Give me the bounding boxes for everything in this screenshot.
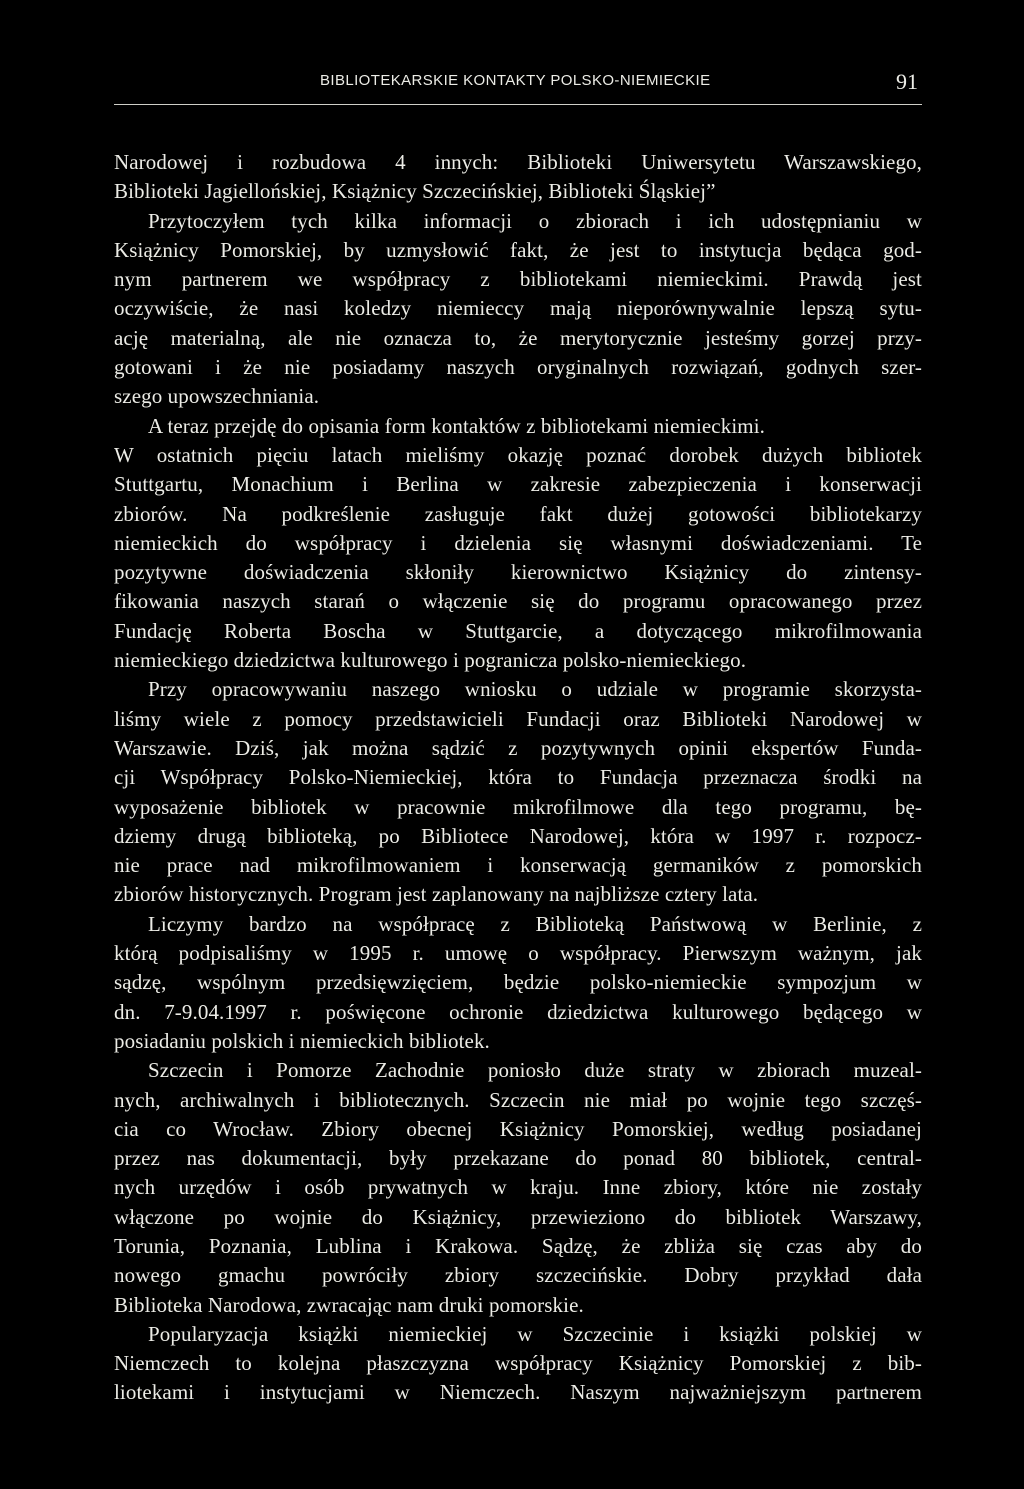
text-line: wyposażenie bibliotek w pracownie mikrofilmowe dla tego programu, bę- xyxy=(114,794,922,819)
text-line: A teraz przejdę do opisania form kontaktów z bibliotekami niemieckimi. xyxy=(148,413,765,438)
text-line: ację materialną, ale nie oznacza to, że merytorycznie jesteśmy gorzej przy- xyxy=(114,325,922,350)
text-line: zbiorów. Na podkreślenie zasługuje fakt dużej gotowości bibliotekarzy xyxy=(114,501,922,526)
text-line: nowego gmachu powróciły zbiory szczecińskie. Dobry przykład dała xyxy=(114,1263,922,1288)
text-line: niemieckich do współpracy i dzielenia się własnymi doświadczeniami. Te xyxy=(114,530,922,555)
text-line: nych urzędów i osób prywatnych w kraju. Inne zbiory, które nie zostały xyxy=(114,1175,922,1200)
text-line: zbiorów historycznych. Program jest zaplanowany na najbliższe cztery lata. xyxy=(114,882,759,907)
text-line: sądzę, wspólnym przedsięwzięciem, będzie polsko-niemieckie sympozjum w xyxy=(114,970,922,995)
text-line: Stuttgartu, Monachium i Berlina w zakresie zabezpieczenia i konserwacji xyxy=(114,472,922,497)
text-line: cia co Wrocław. Zbiory obecnej Książnicy Pomorskiej, według posiadanej xyxy=(114,1116,922,1141)
text-line: Przy opracowywaniu naszego wniosku o udziale w programie skorzysta- xyxy=(148,677,922,702)
text-line: nym partnerem we współpracy z bibliotekami niemieckimi. Prawdą jest xyxy=(114,267,922,292)
text-line: szego upowszechniania. xyxy=(114,384,320,409)
text-line: Warszawie. Dziś, jak można sądzić z pozytywnych opinii ekspertów Funda- xyxy=(114,735,922,760)
text-line: Narodowej i rozbudowa 4 innych: Biblioteki Uniwersytetu Warszawskiego, xyxy=(114,150,922,174)
page-number: 91 xyxy=(896,69,918,94)
body-text xyxy=(114,148,922,1408)
text-line: pozytywne doświadczenia skłoniły kierownictwo Książnicy do zintensy- xyxy=(114,560,922,585)
text-line: W ostatnich pięciu latach mieliśmy okazję poznać dorobek dużych bibliotek xyxy=(114,442,922,467)
text-line: nych, archiwalnych i bibliotecznych. Szczecin nie miał po wojnie tego szczęś- xyxy=(114,1087,922,1112)
text-line: włączone po wojnie do Książnicy, przewieziono do bibliotek Warszawy, xyxy=(114,1204,922,1229)
text-line: cji Współpracy Polsko-Niemieckiej, która to Fundacja przeznacza środki na xyxy=(114,765,922,790)
running-title: BIBLIOTEKARSKIE KONTAKTY POLSKO-NIEMIECKIE xyxy=(320,72,711,89)
text-line: gotowani i że nie posiadamy naszych oryginalnych rozwiązań, godnych szer- xyxy=(114,355,922,380)
text-line: którą podpisaliśmy w 1995 r. umowę o współpracy. Pierwszym ważnym, jak xyxy=(114,941,922,966)
text-line: Książnicy Pomorskiej, by uzmysłowić fakt, że jest to instytucja będąca god- xyxy=(114,237,922,262)
text-line: przez nas dokumentacji, były przekazane do ponad 80 bibliotek, central- xyxy=(114,1146,922,1171)
text-line: niemieckiego dziedzictwa kulturowego i pogranicza polsko-niemieckiego. xyxy=(114,648,747,673)
text-line: Biblioteka Narodowa, zwracając nam druki pomorskie. xyxy=(114,1292,584,1317)
text-line: oczywiście, że nasi koledzy niemieccy mają nieporównywalnie lepszą sytu- xyxy=(114,296,922,321)
text-line: nie prace nad mikrofilmowaniem i konserwacją germaników z pomorskich xyxy=(114,853,922,878)
text-line: Torunia, Poznania, Lublina i Krakowa. Sądzę, że zbliża się czas aby do xyxy=(114,1233,922,1258)
text-line: Fundację Roberta Boscha w Stuttgarcie, a dotyczącego mikrofilmowania xyxy=(114,618,922,643)
text-line: Przytoczyłem tych kilka informacji o zbiorach i ich udostępnianiu w xyxy=(148,208,922,233)
text-line: dn. 7-9.04.1997 r. poświęcone ochronie dziedzictwa kulturowego będącego w xyxy=(114,999,922,1024)
text-line: fikowania naszych starań o włączenie się do programu opracowanego przez xyxy=(114,589,922,614)
text-line: Liczymy bardzo na współpracę z Biblioteką Państwową w Berlinie, z xyxy=(148,911,922,936)
text-line: dziemy drugą biblioteką, po Bibliotece Narodowej, która w 1997 r. rozpocz- xyxy=(114,823,922,848)
text-line: Szczecin i Pomorze Zachodnie poniosło duże straty w zbiorach muzeal- xyxy=(148,1058,922,1083)
text-line: Popularyzacja książki niemieckiej w Szczecinie i książki polskiej w xyxy=(148,1321,922,1346)
text-line: Niemczech to kolejna płaszczyzna współpracy Książnicy Pomorskiej z bib- xyxy=(114,1351,922,1376)
text-line: posiadaniu polskich i niemieckich bibliotek. xyxy=(114,1028,490,1053)
header-rule xyxy=(114,104,922,105)
text-line: liotekami i instytucjami w Niemczech. Naszym najważniejszym partnerem xyxy=(114,1380,922,1405)
text-line: liśmy wiele z pomocy przedstawicieli Fundacji oraz Biblioteki Narodowej w xyxy=(114,706,922,731)
text-line: Biblioteki Jagiellońskiej, Książnicy Szczecińskiej, Biblioteki Śląskiej” xyxy=(114,179,716,204)
running-head xyxy=(114,64,922,104)
